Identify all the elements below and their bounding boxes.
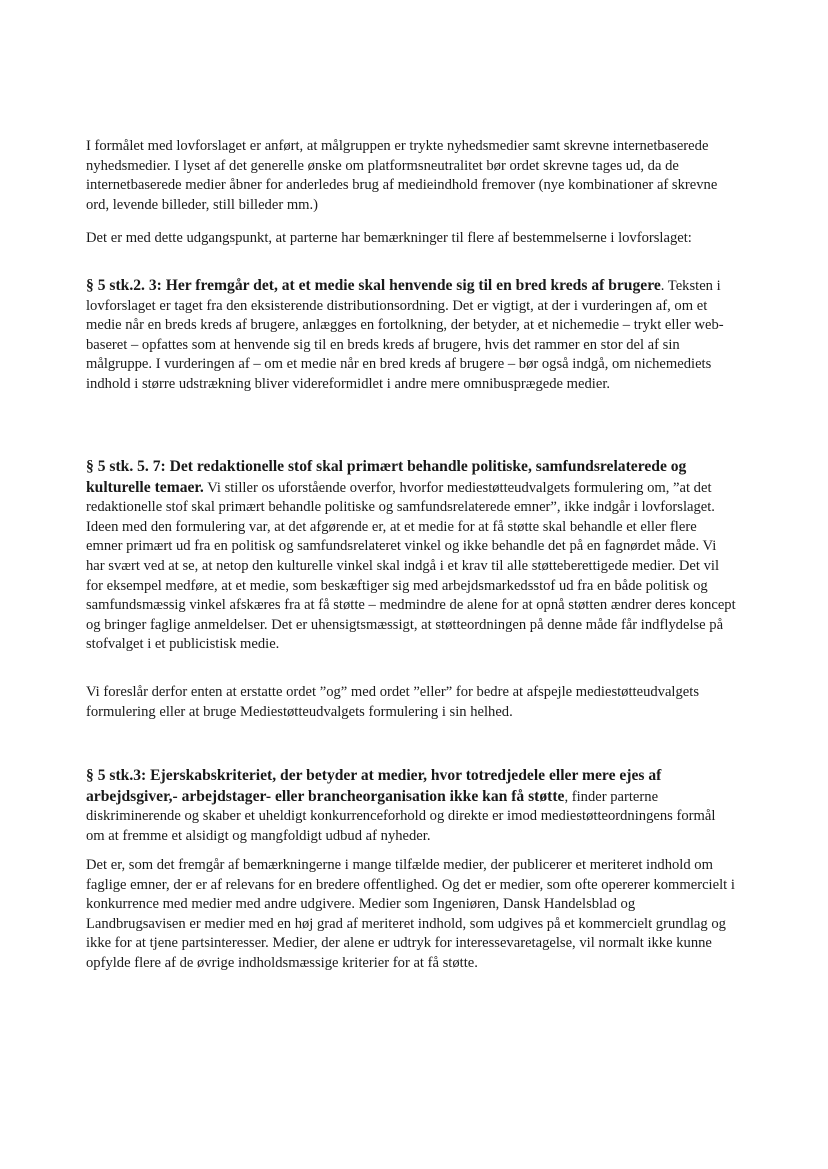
section-heading: § 5 stk.2. 3: Her fremgår det, at et medie skal henvende sig til en bred kreds af brugere (86, 277, 661, 294)
paragraph-text: , finder parterne diskriminerende og skaber et uheldigt konkurrenceforhold og direkte er imod mediestøtteordningens formål om at fremme et alsidigt og mangfoldigt udbud af nyheder. (86, 788, 716, 844)
paragraph-target-group (86, 137, 736, 215)
paragraph-text: Det er, som det fremgår af bemærkningerne i mange tilfælde medier, der publicerer et meriteret indhold om faglige emner, der er af relevans for en bredere offentlighed. Og det er medier, som ofte opererer kommercielt i konkurrence med medier med andre udgivere. Medier som Ingeniøren, Dansk Handelsblad og Landbrugsavisen er medier med en høj grad af meriteret indhold, som udgives på et kommercielt grundlag og ikke for at tjene partsinteresser. Medier, der alene er udtryk for interessevaretagelse, vil normalt ikke kunne opfylde flere af de øvrige indholdsmæssige kriterier for at få støtte. (86, 857, 735, 971)
paragraph-text: I formålet med lovforslaget er anført, at målgruppen er trykte nyhedsmedier samt skrevne internetbaserede nyhedsmedier. I lyset af det generelle ønske om platformsneutralitet bør ordet skrevne tages ud, da de internetbaserede medier åbner for anderledes brug af medieindhold fremover (nye kombinationer af skrevne ord, levende billeder, still billeder mm.) (86, 138, 718, 213)
section-5-stk-5-7 (86, 457, 736, 655)
section-5-stk-2-3 (86, 276, 736, 395)
paragraph-ownership-examples (86, 856, 736, 974)
section-5-stk-3 (86, 766, 736, 846)
paragraph-text: Vi stiller os uforstående overfor, hvorfor mediestøtteudvalgets formulering om, ”at det redaktionelle stof skal primært behandle politiske og samfundsrelaterede emner”, ikke indgår i lovforslaget. Ideen med den formulering var, at det afgørende er, at et medie for at få støtte skal behandle et eller flere emner primært ud fra en politisk og samfundsrelateret vinkel og ikke behandle det på en fagnørdet måde. Vi har svært ved at se, at netop den kulturelle vinkel skal indgå i et krav til alle støtteberettigede medier. Det vil for eksempel medføre, at et medie, som beskæftiger sig med arbejdsmarkedsstof ud fra en både politisk og samfundsmæssig vinkel afskæres fra at få støtte – medmindre de alene for at opnå støtten ændrer deres koncept og bringer faglige anmeldelser. Det er uhensigtsmæssigt, at støtteordningen på denne måde får indflydelse på stofvalget i et publicistisk medie. (86, 479, 736, 653)
paragraph-text: . Teksten i lovforslaget er taget fra den eksisterende distributionsordning. Det er vigtigt, at der i vurderingen af, om et medie når en breds kreds af brugere, anlægges en fortolkning, der betyder, at et nichemedie – trykt eller web-baseret – opfattes som at henvende sig til en breds kreds af brugere, hvis det rammer en stor del af sin målgruppe. I vurderingen af – om et medie når en bred kreds af brugere – bør også indgå, om nichemediets indhold i større udstrækning bliver videreformidlet i andre mere omnibusprægede medier. (86, 278, 724, 392)
paragraph-proposal (86, 683, 736, 722)
paragraph-intro-remarks (86, 229, 736, 249)
paragraph-text: Det er med dette udgangspunkt, at parterne har bemærkninger til flere af bestemmelserne i lovforslaget: (86, 230, 692, 246)
section-heading: § 5 stk.3: Ejerskabskriteriet, der betyder at medier, hvor totredjedele eller mere ejes af arbejdsgiver,- arbejdstager- eller brancheorganisation ikke kan få støtte (86, 767, 662, 805)
section-heading: § 5 stk. 5. 7: Det redaktionelle stof skal primært behandle politiske, samfundsrelaterede og kulturelle temaer. (86, 458, 687, 496)
paragraph-text: Vi foreslår derfor enten at erstatte ordet ”og” med ordet ”eller” for bedre at afspejle mediestøtteudvalgets formulering eller at bruge Mediestøtteudvalgets formulering i sin helhed. (86, 684, 699, 720)
